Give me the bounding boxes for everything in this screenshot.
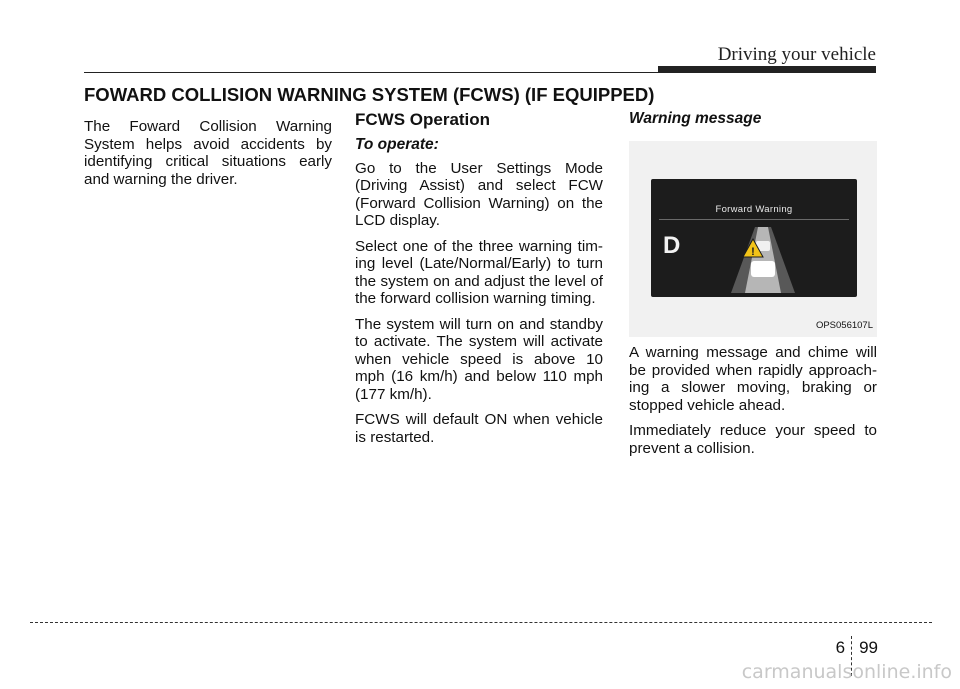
figure-label: OPS056107L [815,320,873,331]
road-warning-icon [725,223,801,295]
page-number-value: 99 [859,638,878,657]
gear-indicator: D [663,232,681,259]
header-tab-bar [658,66,876,73]
operation-paragraph-1: Go to the User Settings Mode (Driving Assist) and select FCW (Forward Collision Warning) on the LCD display. [355,159,603,229]
lcd-screen [651,179,857,297]
column-1 [84,118,332,196]
screen-title: Forward Warning [715,204,793,215]
fcws-operation-heading: FCWS Operation [355,110,491,129]
column-3-body [629,344,877,465]
column-3 [629,110,877,128]
svg-text:!: ! [751,246,755,258]
warning-message-subheading: Warning message [629,110,762,127]
operation-paragraph-3: The system will turn on and standby to activate. The system will activate when vehicle speed is above 10 mph (16 km/h) and below 110 mph (177 km/h). [355,315,603,403]
column-2 [355,110,603,454]
section-title: FOWARD COLLISION WARNING SYSTEM (FCWS) (IF EQUIPPED) [84,84,655,105]
warning-figure [629,141,877,337]
warning-paragraph-1: A warning message and chime will be provided when rapidly approach-ing a slower moving, braking or stopped vehicle ahead. [629,344,877,414]
chapter-number: 6 [835,638,846,657]
screen-divider [659,219,849,220]
watermark: carmanualsonline.info [741,661,952,683]
operation-paragraph-4: FCWS will default ON when vehicle is restarted. [355,411,603,446]
operation-paragraph-2: Select one of the three warning tim-ing level (Late/Normal/Early) to turn the system on and adjust the level of the forward collision warning timing. [355,237,603,307]
to-operate-subheading: To operate: [355,136,439,153]
header-title: Driving your vehicle [717,44,876,65]
intro-paragraph: The Foward Collision Warning System helps avoid accidents by identifying critical situations early and warning the driver. [84,118,332,188]
footer-rule [30,622,932,623]
warning-paragraph-2: Immediately reduce your speed to prevent a collision. [629,422,877,457]
